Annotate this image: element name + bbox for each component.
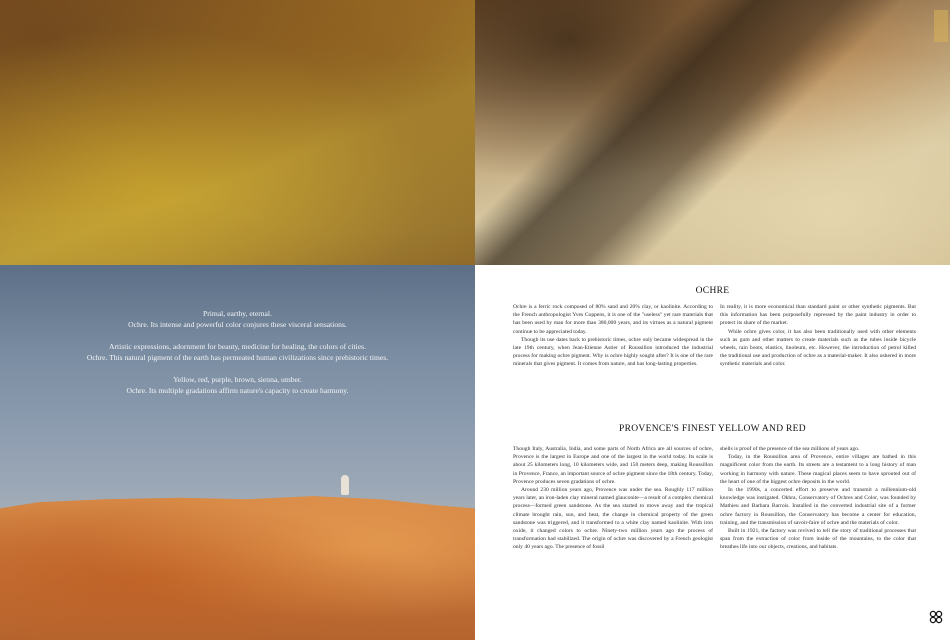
paragraph: In reality, it is more economical than standard paint or other synthetic pigments. But this information has been purposefully repressed by the paint industry in order to protect its share of the market. [720,304,916,327]
red-ochre-cliff [0,487,475,640]
paragraph: Though Italy, Australia, India, and some parts of North Africa are all sources of ochre, Provence is the largest in Europe and one of the largest in the world today. Its scale is about 25 kilometers long, 10 kilometers wide, and 150 meters deep, making Roussillon in Provence, France, an important source of ochre pigment since the 18th century. Today, Provence produces seven gradations of ochre. [513,446,713,485]
edge-tab [934,10,948,42]
clover-ornament-icon [929,610,943,624]
article-column [720,303,916,369]
paragraph: Around 230 million years ago, Provence was under the sea. Roughly 117 million years later, an iron-laden clay mineral named glauconite—a result of a complex chemical process—formed green sandstone. As the sea started to move away and the tropical climate brought rain, sun, and heat, the change in chemical property of the green sandstone was triggered, and it transformed to a white clay named kaolinite. With iron oxide, it changed colors to ochre. Ninety-two million years ago the process of transformation had stabilized. The origin of ochre was discovered by a French geologist only 40 years ago. The presence of fossil [513,487,713,551]
paragraph: Today, in the Roussillon area of Provence, entire villages are bathed in this magnificent color from the earth. Its streets are a testament to a long history of man working in harmony with nature. These magical places seem to have sprouted out of the heart of one of the biggest ochre deposits in the world. [720,454,916,485]
poem-stanza-1 [40,308,435,330]
poem-stanza-3 [40,374,435,396]
paragraph: Built in 1921, the factory was revived to tell the story of traditional processes that span from the extraction of color from inside of the mountains, to the color that breathes life into our objects, creations, and habitats. [720,528,916,551]
paragraph: In the 1990s, a concerted effort to preserve and transmit a millennium-old knowledge was instigated. Okhra, Conservatory of Ochres and Color, was founded by Mathieu and Barbara Barrois. Installed in the converted industrial site of a former ochre factory in Roussillon, the Conservatory has become a center for education, training, and the transmission of savoir-faire of ochre and the materials of color. [720,487,916,526]
section-heading-provence: PROVENCE'S FINEST YELLOW AND RED [619,424,806,434]
section-heading-ochre: OCHRE [695,286,730,296]
poem-line: Ochre. Its multiple gradations affirm nature's capacity to create harmony. [126,386,349,395]
article-column [513,445,713,552]
poem-stanza-2 [40,341,435,363]
paragraph: shells is proof of the presence of the sea millions of years ago. [720,446,860,452]
poem-line: Ochre. This natural pigment of the earth has permeated human civilizations since prehistoric times. [86,353,389,362]
ochre-rock-texture-photo [0,0,475,265]
intro-poem [40,308,435,407]
article-column [720,445,916,552]
poem-line: Artistic expressions, adornment for beauty, medicine for healing, the colors of cities. [109,342,366,351]
paragraph: Though its use dates back to prehistoric times, ochre only became widespread in the late 19th century, when Jean-Etienne Astier of Roussillon introduced the industrial process for making ochre pigment. Why is ochre highly sought after? It is one of the rare minerals that gives pigment. It comes from nature, and has long-lasting properties. [513,336,713,368]
poem-line: Yellow, red, purple, brown, sienna, umber. [173,375,302,384]
paragraph: Ochre is a ferric rock composed of 80% sand and 20% clay, or kaolinite. According to the French anthropologist Yves Coppens, it is one of the "useless" yet rare materials that has been used by man for more than 380,000 years, and its virtues as a natural pigment continue to be appreciated today. [513,304,713,335]
article-column [513,303,713,369]
ochre-cliff-shadow-photo [475,0,950,265]
paragraph: While ochre gives color, it has also been traditionally used with other elements such as gum and other matters to create materials such as the tubes inside bicycle wheels, rain boots, elastics, linoleum, etc. However, the introduction of petrol killed the traditional use and production of ochre as a material-maker. It also ushered in more synthetic materials and color. [720,328,916,368]
poem-line: Primal, earthy, eternal. [203,309,272,318]
standing-person [341,475,349,495]
article-text-page [475,265,950,640]
poem-line: Ochre. Its intense and powerful color conjures these visceral sensations. [128,320,347,329]
